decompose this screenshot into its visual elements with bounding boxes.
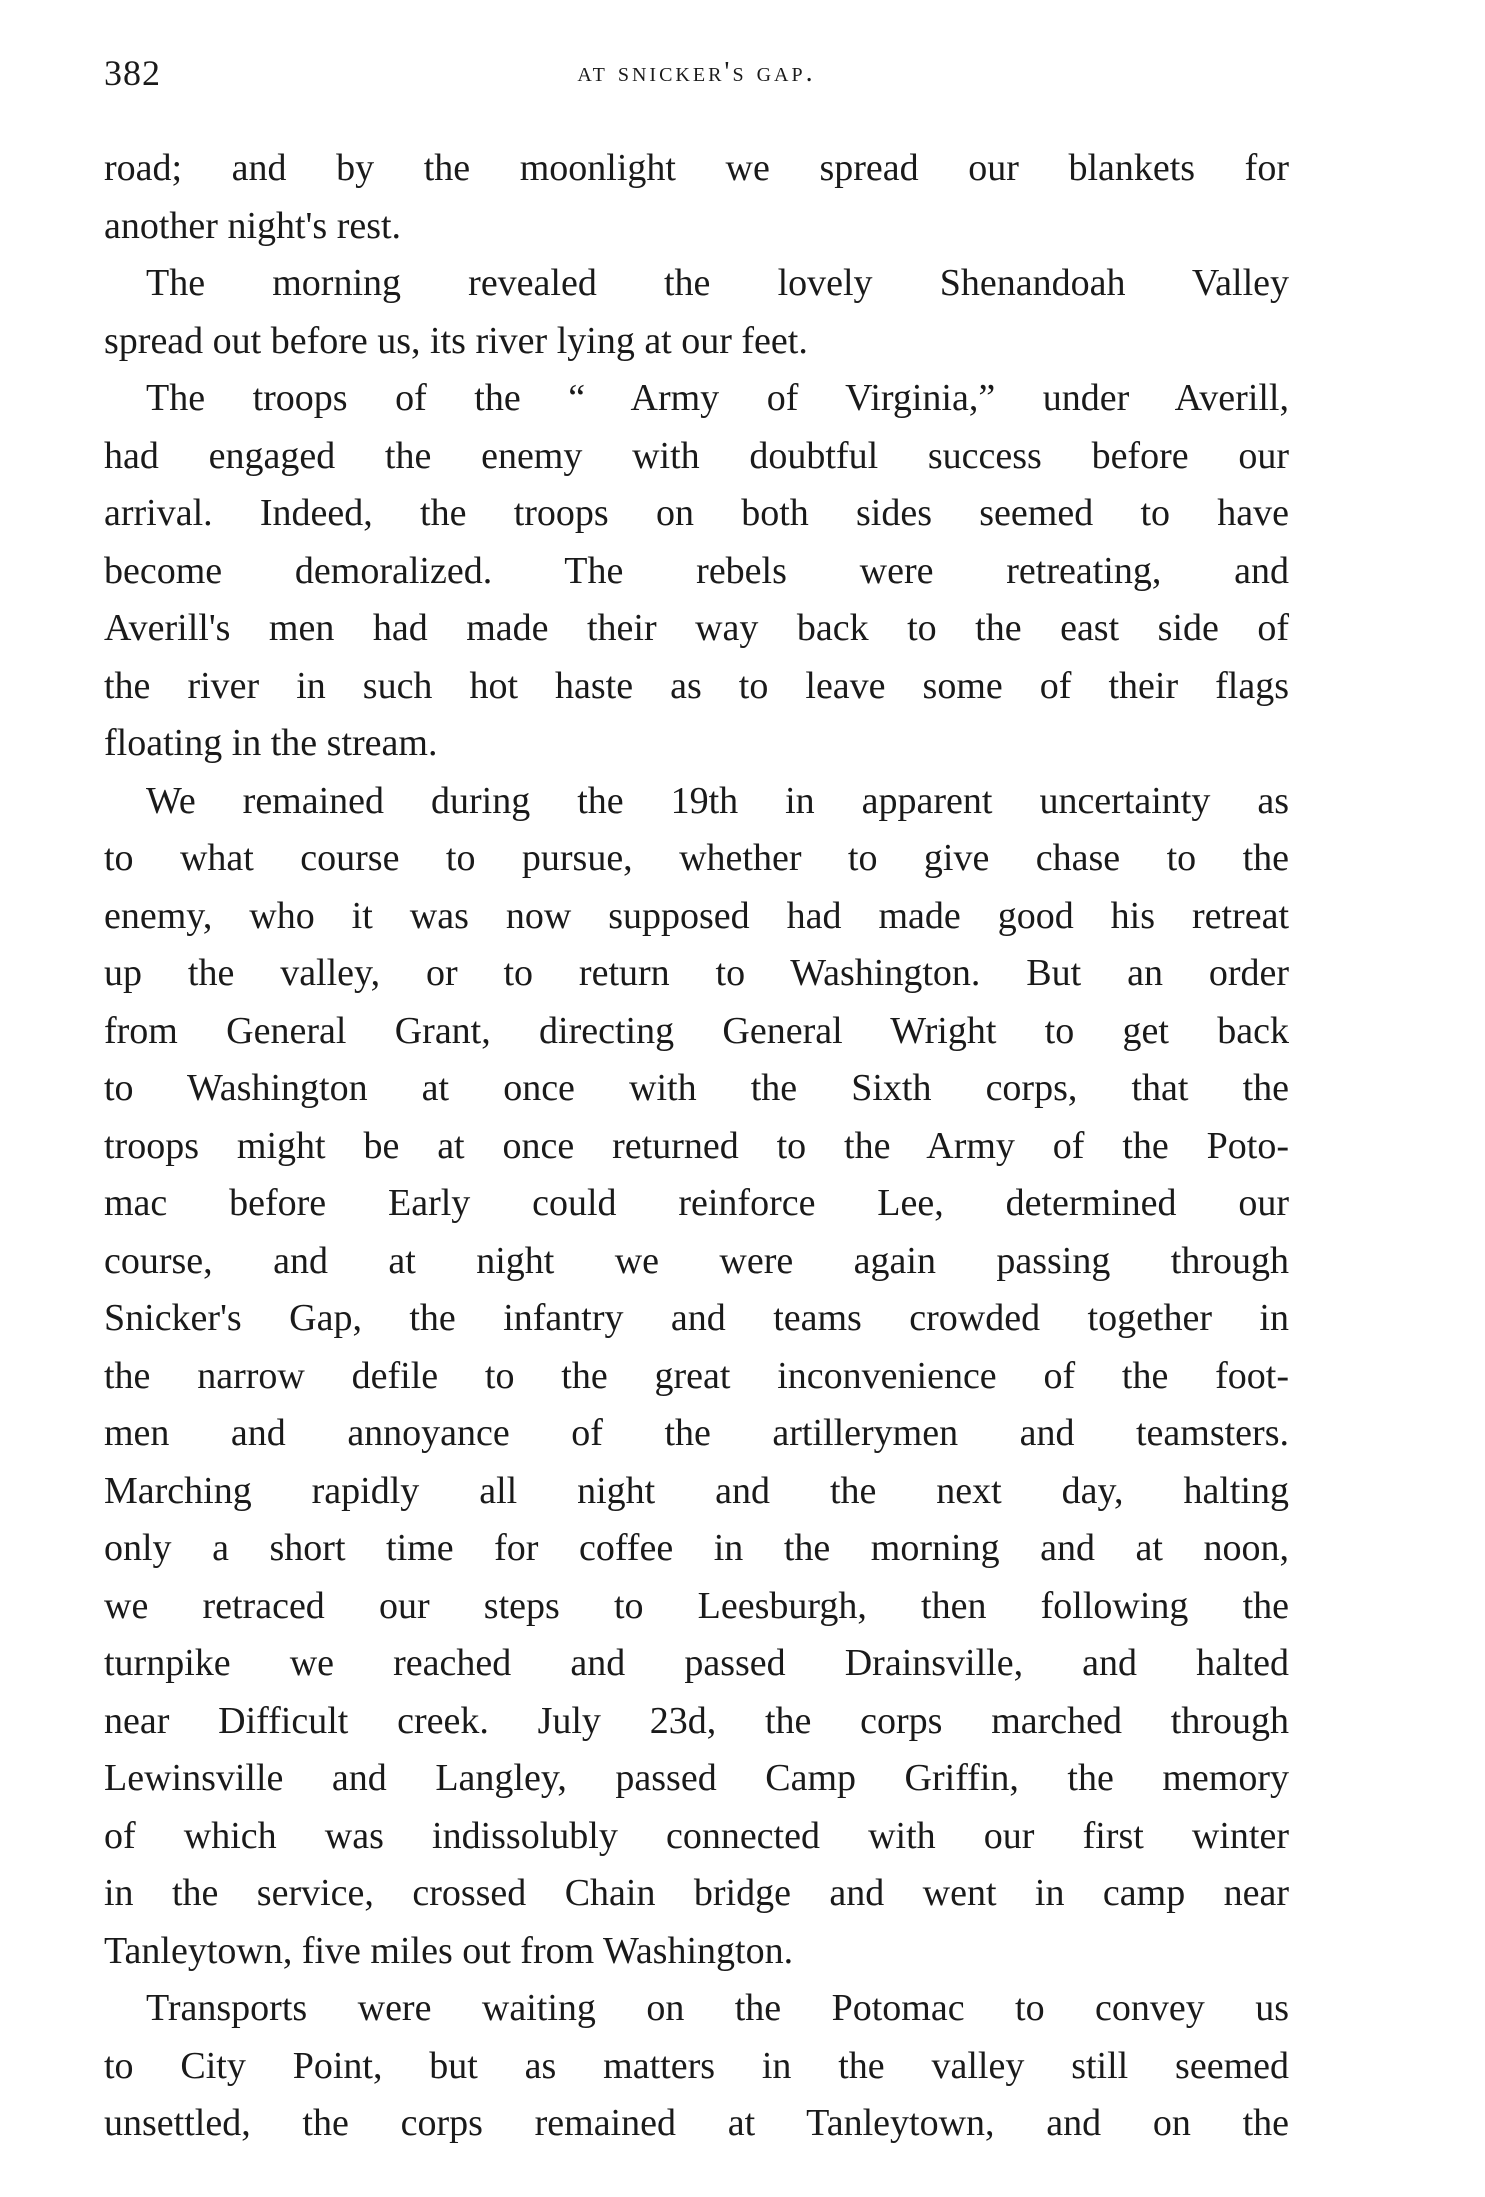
page-number: 382 <box>104 53 161 93</box>
text-line: floating in the stream. <box>104 722 438 764</box>
text-line: we retraced our steps to Leesburgh, then following the <box>104 1584 1289 1627</box>
text-line: Marching rapidly all night and the next day, halting <box>104 1469 1289 1512</box>
text-line: up the valley, or to return to Washington. But an order <box>104 952 1289 994</box>
text-line: to Washington at once with the Sixth corps, that the <box>104 1067 1289 1109</box>
text-line: enemy, who it was now supposed had made good his retreat <box>104 894 1289 937</box>
text-line: road; and by the moonlight we spread our blankets for <box>104 147 1289 189</box>
text-line: turnpike we reached and passed Drainsville, and halted <box>104 1642 1289 1684</box>
text-line: had engaged the enemy with doubtful success before our <box>104 434 1289 477</box>
text-line: Averill's men had made their way back to the east side of <box>104 607 1289 649</box>
running-head: at snicker's gap. <box>577 57 816 88</box>
text-line: mac before Early could reinforce Lee, determined our <box>104 1182 1289 1224</box>
text-line: the river in such hot haste as to leave some of their flags <box>104 664 1289 707</box>
text-line: only a short time for coffee in the morning and at noon, <box>104 1527 1289 1569</box>
text-line: to what course to pursue, whether to give chase to the <box>104 837 1289 879</box>
text-line: Snicker's Gap, the infantry and teams crowded together in <box>104 1297 1289 1339</box>
body-text <box>104 140 1289 2153</box>
text-line: become demoralized. The rebels were retreating, and <box>104 549 1289 592</box>
text-line: The morning revealed the lovely Shenandoah Valley <box>146 262 1289 304</box>
text-line: troops might be at once returned to the Army of the Poto- <box>104 1124 1289 1167</box>
text-line: spread out before us, its river lying at our feet. <box>104 319 808 362</box>
text-line: Lewinsville and Langley, passed Camp Griffin, the memory <box>104 1757 1289 1799</box>
text-line: unsettled, the corps remained at Tanleytown, and on the <box>104 2102 1289 2144</box>
text-line: in the service, crossed Chain bridge and went in camp near <box>104 1872 1289 1914</box>
text-line: to City Point, but as matters in the valley still seemed <box>104 2044 1289 2087</box>
text-line: men and annoyance of the artillerymen and teamsters. <box>104 1412 1289 1454</box>
text-line: Transports were waiting on the Potomac to convey us <box>146 1987 1289 2029</box>
text-line: course, and at night we were again passing through <box>104 1239 1289 1282</box>
text-line: of which was indissolubly connected with our first winter <box>104 1814 1289 1857</box>
text-line: arrival. Indeed, the troops on both sides seemed to have <box>104 492 1289 534</box>
text-line: Tanleytown, five miles out from Washington. <box>104 1929 794 1972</box>
text-line: near Difficult creek. July 23d, the corps marched through <box>104 1699 1289 1742</box>
text-line: another night's rest. <box>104 204 402 247</box>
page-header <box>104 48 1289 98</box>
text-line: We remained during the 19th in apparent uncertainty as <box>146 779 1289 822</box>
text-line: the narrow defile to the great inconvenience of the foot- <box>104 1354 1289 1397</box>
text-line: The troops of the “ Army of Virginia,” under Averill, <box>146 377 1289 419</box>
text-line: from General Grant, directing General Wright to get back <box>104 1009 1289 1052</box>
